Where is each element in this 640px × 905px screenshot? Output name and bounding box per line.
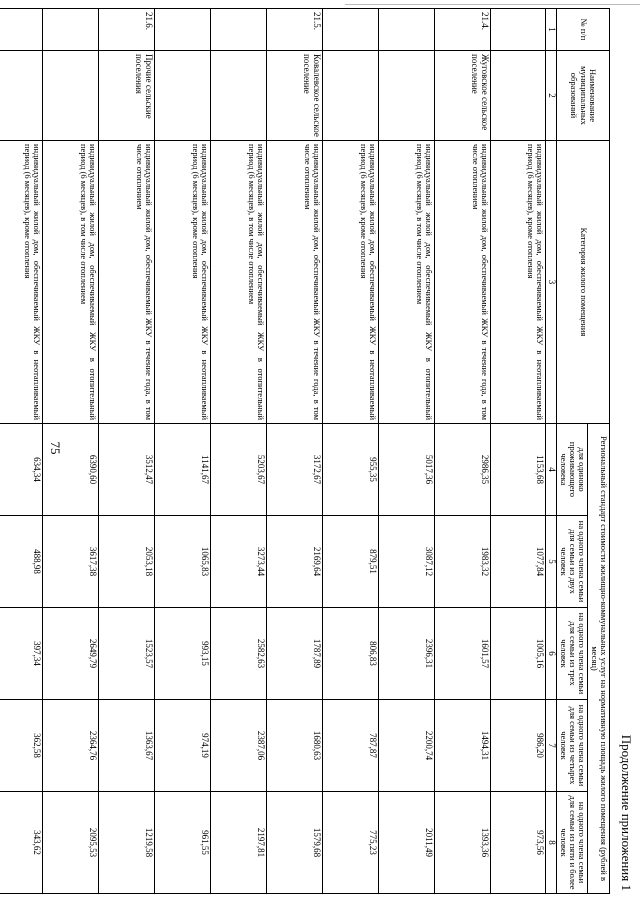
standard-value: 1680,63 bbox=[267, 700, 323, 792]
standard-value: 1141,67 bbox=[155, 424, 211, 516]
row-code bbox=[491, 9, 546, 51]
standard-value: 634,34 bbox=[0, 424, 43, 516]
municipality-name bbox=[0, 51, 43, 141]
standard-value: 2053,18 bbox=[99, 516, 155, 608]
table-row bbox=[435, 9, 491, 894]
municipality-name bbox=[323, 51, 379, 141]
table-row bbox=[0, 9, 43, 894]
standard-value: 1983,32 bbox=[435, 516, 491, 608]
column-index: 5 bbox=[546, 516, 557, 608]
row-code: 21.4. bbox=[435, 9, 491, 51]
table-row bbox=[211, 9, 267, 894]
table-row bbox=[379, 9, 435, 894]
tariff-table bbox=[0, 8, 610, 894]
table-row bbox=[491, 9, 546, 894]
standard-value: 2169,64 bbox=[267, 516, 323, 608]
table-row bbox=[99, 9, 155, 894]
housing-category: индивидуальный жилой дом, обеспечиваемый ЖКУ в неотапливаемый период (6 месяцев), кроме отопления bbox=[0, 141, 43, 424]
row-code bbox=[0, 9, 43, 51]
housing-category: индивидуальный жилой дом, обеспечиваемый ЖКУ в течение года, в том числе отоплением bbox=[99, 141, 155, 424]
standard-value: 2364,76 bbox=[43, 700, 99, 792]
standard-value: 974,19 bbox=[155, 700, 211, 792]
standard-value: 2986,35 bbox=[435, 424, 491, 516]
appendix-caption: Продолжение приложения 1 bbox=[619, 734, 634, 891]
standard-value: 1065,83 bbox=[155, 516, 211, 608]
standard-value: 2011,49 bbox=[379, 792, 435, 894]
standard-value: 2200,74 bbox=[379, 700, 435, 792]
standard-value: 488,98 bbox=[0, 516, 43, 608]
column-index: 4 bbox=[546, 424, 557, 516]
municipality-name bbox=[43, 51, 99, 141]
column-index: 7 bbox=[546, 700, 557, 792]
standard-value: 787,87 bbox=[323, 700, 379, 792]
standard-value: 2396,31 bbox=[379, 608, 435, 700]
standard-value: 343,62 bbox=[0, 792, 43, 894]
header-row bbox=[588, 9, 610, 894]
housing-category: индивидуальный жилой дом, обеспечиваемый ЖКУ в неотапливаемый период (6 месяцев), кроме отопления bbox=[323, 141, 379, 424]
standard-value: 2387,06 bbox=[211, 700, 267, 792]
row-code: 21.6. bbox=[99, 9, 155, 51]
table-row bbox=[155, 9, 211, 894]
standard-value: 1523,57 bbox=[99, 608, 155, 700]
standard-value: 5203,67 bbox=[211, 424, 267, 516]
standard-value: 1393,36 bbox=[435, 792, 491, 894]
standard-value: 1219,58 bbox=[99, 792, 155, 894]
header-number: № п/п bbox=[557, 9, 610, 51]
standard-value: 1494,31 bbox=[435, 700, 491, 792]
standard-value: 973,56 bbox=[491, 792, 546, 894]
standard-value: 3273,44 bbox=[211, 516, 267, 608]
row-code bbox=[155, 9, 211, 51]
municipality-name bbox=[211, 51, 267, 141]
column-index: 3 bbox=[546, 141, 557, 424]
row-code bbox=[323, 9, 379, 51]
column-index: 2 bbox=[546, 51, 557, 141]
standard-value: 1787,89 bbox=[267, 608, 323, 700]
housing-category: индивидуальный жилой дом, обеспечиваемый ЖКУ в отопительный период (6 месяцев), в том числе отоплением bbox=[43, 141, 99, 424]
standard-value: 2582,63 bbox=[211, 608, 267, 700]
subheader-single: для одиноко проживающего человека bbox=[557, 424, 588, 516]
municipality-name: Жуговское сельское поселение bbox=[435, 51, 491, 141]
housing-category: индивидуальный жилой дом, обеспечиваемый ЖКУ в неотапливаемый период (6 месяцев), кроме отопления bbox=[491, 141, 546, 424]
housing-category: индивидуальный жилой дом, обеспечиваемый ЖКУ в отопительный период (6 месяцев), в том числе отоплением bbox=[379, 141, 435, 424]
subheader-family-4: на одного члена семьи для семьи из четырех человек bbox=[557, 700, 588, 792]
column-index: 1 bbox=[546, 9, 557, 51]
housing-category: индивидуальный жилой дом, обеспечиваемый ЖКУ в течение года, в том числе отоплением bbox=[435, 141, 491, 424]
standard-value: 397,34 bbox=[0, 608, 43, 700]
standard-value: 955,35 bbox=[323, 424, 379, 516]
standard-value: 362,58 bbox=[0, 700, 43, 792]
table-row bbox=[267, 9, 323, 894]
table-row bbox=[43, 9, 99, 894]
standard-value: 1579,68 bbox=[267, 792, 323, 894]
standard-value: 3087,12 bbox=[379, 516, 435, 608]
standard-value: 1077,84 bbox=[491, 516, 546, 608]
subheader-family-3: на одного члена семьи для семьи из трех человек bbox=[557, 608, 588, 700]
row-code bbox=[379, 9, 435, 51]
standard-value: 1005,16 bbox=[491, 608, 546, 700]
table-row bbox=[323, 9, 379, 894]
standard-value: 3172,67 bbox=[267, 424, 323, 516]
table-body bbox=[0, 9, 546, 894]
municipality-name bbox=[379, 51, 435, 141]
municipality-name: Прочие сельские поселения bbox=[99, 51, 155, 141]
standard-value: 3617,38 bbox=[43, 516, 99, 608]
standard-value: 879,51 bbox=[323, 516, 379, 608]
row-code bbox=[43, 9, 99, 51]
municipality-name bbox=[155, 51, 211, 141]
municipality-name bbox=[491, 51, 546, 141]
header-municipality: Наименование муниципальных образований bbox=[557, 51, 610, 141]
standard-value: 806,83 bbox=[323, 608, 379, 700]
standard-value: 1153,68 bbox=[491, 424, 546, 516]
housing-category: индивидуальный жилой дом, обеспечиваемый ЖКУ в неотапливаемый период (6 месяцев), кроме отопления bbox=[155, 141, 211, 424]
row-code bbox=[211, 9, 267, 51]
page-number: 75 bbox=[48, 441, 63, 455]
standard-value: 1363,67 bbox=[99, 700, 155, 792]
header-standard-group: Региональный стандарт стоимости жилищно-коммунальных услуг на нормативную площадь жилого помещения (рублей в месяц) bbox=[588, 424, 610, 894]
standard-value: 2095,53 bbox=[43, 792, 99, 894]
housing-category: индивидуальный жилой дом, обеспечиваемый ЖКУ в отопительный период (6 месяцев), в том числе отоплением bbox=[211, 141, 267, 424]
municipality-name: Ковалевское сельское поселение bbox=[267, 51, 323, 141]
standard-value: 5017,36 bbox=[379, 424, 435, 516]
housing-category: индивидуальный жилой дом, обеспечиваемый ЖКУ в течение года, в том числе отоплением bbox=[267, 141, 323, 424]
header-category: Категория жилого помещения bbox=[557, 141, 610, 424]
standard-value: 986,20 bbox=[491, 700, 546, 792]
subheader-family-2: на одного члена семьи для семьи из двух человек bbox=[557, 516, 588, 608]
standard-value: 993,15 bbox=[155, 608, 211, 700]
standard-value: 961,55 bbox=[155, 792, 211, 894]
standard-value: 1601,57 bbox=[435, 608, 491, 700]
standard-value: 6390,60 bbox=[43, 424, 99, 516]
standard-value: 3512,47 bbox=[99, 424, 155, 516]
standard-value: 2197,81 bbox=[211, 792, 267, 894]
row-code: 21.5. bbox=[267, 9, 323, 51]
standard-value: 2649,79 bbox=[43, 608, 99, 700]
column-index: 6 bbox=[546, 608, 557, 700]
column-index-row bbox=[546, 9, 557, 894]
standard-value: 775,23 bbox=[323, 792, 379, 894]
subheader-family-5plus: на одного члена семьи для семьи из пяти и более человек bbox=[557, 792, 588, 894]
column-index: 8 bbox=[546, 792, 557, 894]
